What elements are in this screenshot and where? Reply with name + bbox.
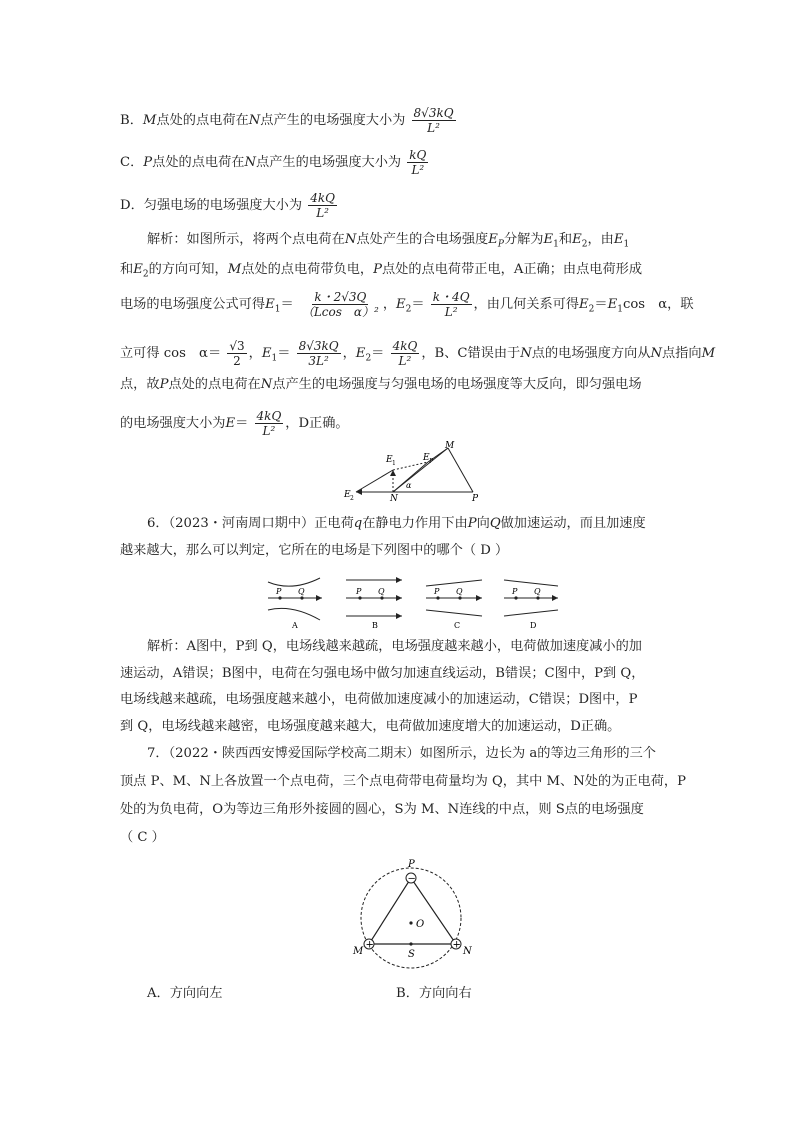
- fraction: $\frac{√3}{2}$: [229, 339, 245, 368]
- svg-text:Q: Q: [456, 587, 463, 596]
- field-vector-figure: [338, 440, 488, 502]
- triangle-circle-figure: [350, 854, 474, 972]
- analysis-line: 和$E_2$的方向可知，M点处的点电荷带负电，P点处的点电荷带正电，A正确；由点电荷形成: [120, 262, 643, 280]
- option-b: B．M点处的点电荷在N点产生的电场强度大小为 $\frac{8√3kQ}{\text{L²}}$: [120, 106, 454, 135]
- label-figure-c: C: [454, 621, 461, 630]
- question-7-line: （ C ）: [120, 830, 165, 845]
- label-ep: E: [423, 453, 430, 463]
- analysis-line: 的电场强度大小为E＝ $\frac{4kQ}{\text{L²}}$ ，D正确。: [120, 409, 349, 438]
- fraction: $\frac{8√3kQ}{\text{3L²}}$: [298, 339, 339, 368]
- figure-a: [268, 578, 322, 630]
- analysis-line: 点，故P点处的点电荷在N点产生的电场强度与匀强电场的电场强度等大反向，即匀强电场: [120, 377, 642, 392]
- figure-b: [346, 577, 402, 630]
- analysis-line: 速运动，A错误；B图中，电荷在匀强电场中做匀加速直线运动，B错误；C图中，P到 Q，: [120, 666, 645, 681]
- label-n: N: [463, 946, 472, 957]
- analysis-line: 解析：如图所示，将两个点电荷在N点处产生的合电场强度$E_P$分解为$E_1$和$E_2$，由$E_1$: [147, 232, 630, 250]
- fraction: $\frac{4kQ}{\text{L²}}$: [310, 191, 335, 220]
- fraction: $\frac{kQ}{\text{L²}}$: [409, 148, 427, 177]
- analysis-line: 解析：A图中，P到 Q，电场线越来越疏，电场强度越来越小，电荷做加速度减小的加: [147, 639, 642, 654]
- fraction: $\frac{8√3kQ}{\text{L²}}$: [413, 106, 454, 135]
- label-e1: E: [386, 455, 393, 465]
- label-m: M: [445, 441, 455, 451]
- question-6-line: 越来越大，那么可以判定，它所在的电场是下列图中的哪个（ D ）: [120, 543, 509, 558]
- question-7-line: 处的为负电荷，O为等边三角形外接圆的圆心，S为 M、N连线的中点，则 S点的电场强度: [120, 802, 644, 817]
- svg-text:Q: Q: [378, 587, 385, 596]
- fraction: $\frac{4kQ}{\text{L²}}$: [392, 339, 418, 368]
- label-ep-sub: P: [429, 458, 434, 465]
- label-e2: E: [344, 490, 351, 500]
- figure-c: [426, 580, 482, 630]
- svg-text:P: P: [512, 587, 518, 596]
- fraction: $\frac{k・4Q}{\text{L²}}$: [432, 290, 470, 319]
- figure-d: [504, 580, 558, 630]
- label-o: O: [416, 919, 425, 930]
- question-6-line: 6．（2023・河南周口期中）正电荷q在静电力作用下由P向Q做加速运动，而且加速度: [147, 516, 646, 531]
- option-a: A．方向向左: [147, 986, 223, 1001]
- label-figure-b: B: [372, 621, 378, 630]
- minus-sign: −: [407, 873, 416, 885]
- label-e1-sub: 1: [392, 460, 396, 467]
- question-7-line: 7．（2022・陕西西安博爱国际学校高二期末）如图所示，边长为 a的等边三角形的三个: [147, 746, 656, 761]
- option-c: C．P点处的点电荷在N点产生的电场强度大小为 $\frac{kQ}{\text{L²}}$: [120, 148, 427, 177]
- option-d: D．匀强电场的电场强度大小为 $\frac{4kQ}{\text{L²}}$: [120, 191, 335, 220]
- question-7-line: 顶点 P、M、N上各放置一个点电荷，三个点电荷带电荷量均为 Q，其中 M、N处的为正电荷，P: [120, 774, 686, 789]
- svg-text:P: P: [434, 587, 440, 596]
- label-m: M: [353, 946, 364, 957]
- fraction: $\frac{4kQ}{\text{L²}}$: [256, 409, 282, 438]
- label-s: S: [408, 949, 415, 960]
- label-n: N: [390, 494, 398, 502]
- option-b: B．方向向右: [396, 986, 472, 1001]
- label-p: P: [408, 859, 415, 870]
- label-p: P: [472, 494, 479, 502]
- label-alpha: α: [406, 481, 412, 490]
- fraction: $\frac{k・2√3Q}{\text{（Lcos α）²}}$: [301, 290, 379, 319]
- analysis-line: 电场线越来越疏，电场强度越来越小，电荷做加速度减小的加速运动，C错误；D图中，P: [120, 692, 638, 707]
- label-e2-sub: 2: [350, 495, 354, 502]
- svg-text:P: P: [276, 587, 282, 596]
- field-lines-figures: [262, 574, 562, 630]
- plus-sign: +: [365, 939, 374, 951]
- svg-text:Q: Q: [534, 587, 541, 596]
- analysis-line: 电场的电场强度公式可得$E_1=$ $\frac{k・2√3Q}{\text{（Lcos α）²}}$ ，$E_2=$ $\frac{k・4Q}{\text{L²}}$ ，由几何关系可得$E_2=E_1\cos$ α，联: [120, 290, 694, 319]
- label-figure-d: D: [530, 621, 537, 630]
- svg-text:P: P: [356, 587, 362, 596]
- analysis-line: 到 Q，电场线越来越密，电场强度越来越大，电荷做加速度增大的加速运动，D正确。: [120, 719, 621, 734]
- svg-text:Q: Q: [298, 587, 305, 596]
- plus-sign: +: [452, 939, 461, 951]
- analysis-line: 立可得 cos α＝ $\frac{√3}{2}$ ，$E_1=$ $\frac{8√3kQ}{\text{3L²}}$ ，$E_2=$ $\frac{4kQ}{\text{L²}}$ ，B、C错误由于N点的电场强度方向从N点指向M: [120, 339, 716, 368]
- label-figure-a: A: [292, 621, 298, 630]
